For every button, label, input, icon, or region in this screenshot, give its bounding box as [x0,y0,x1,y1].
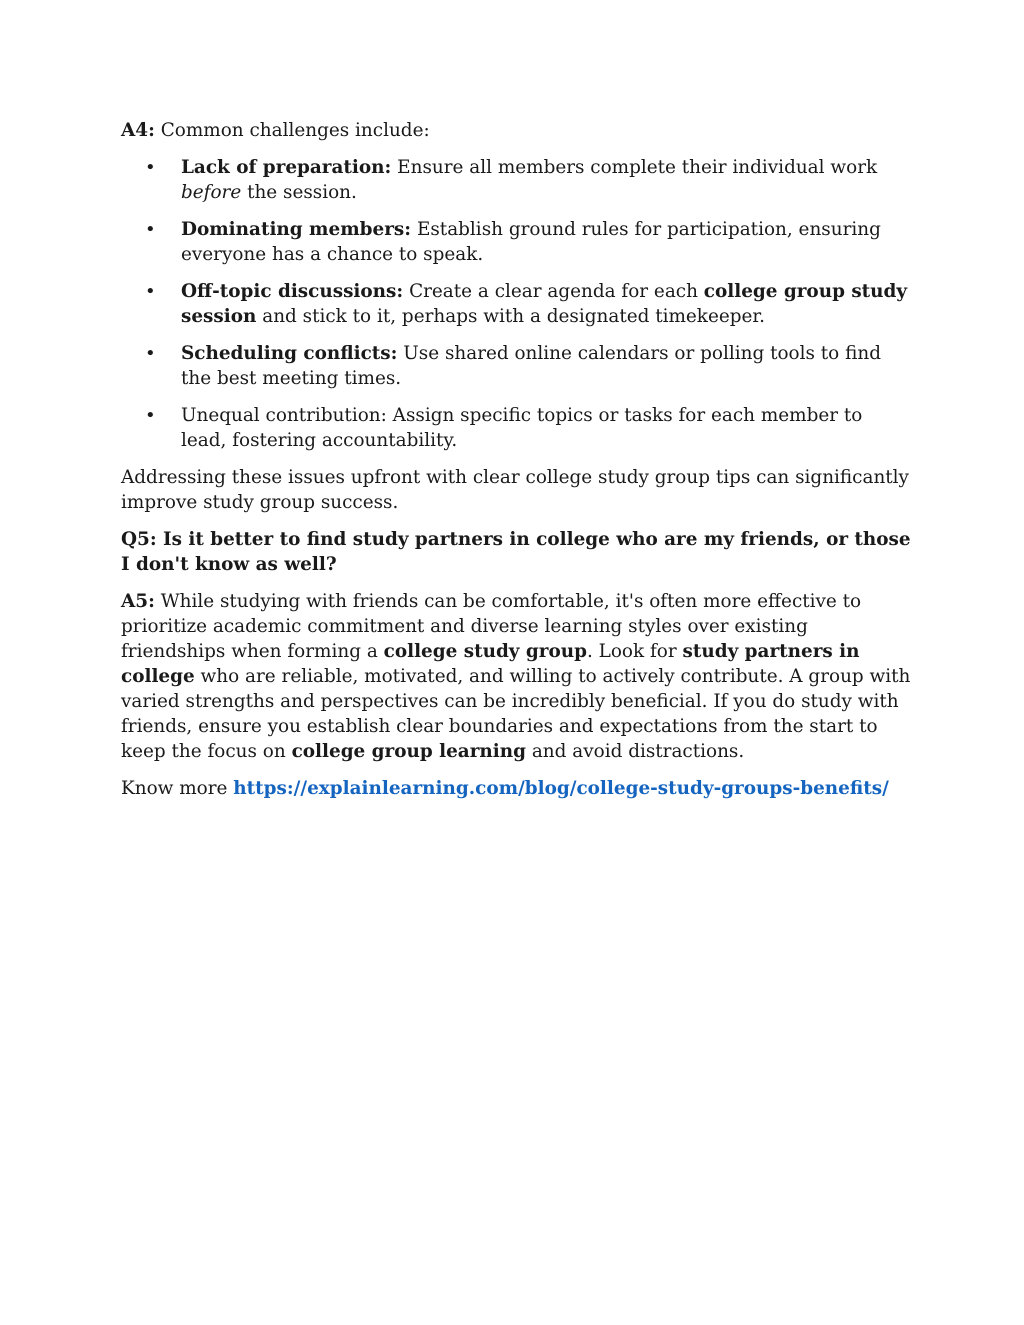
a5-label: A5: [121,591,155,612]
know-more-label: Know more [121,778,234,799]
list-item [121,217,911,267]
a5-bold-phrase: college study group [383,641,587,662]
item-bold-phrase: college group study session [181,281,908,327]
item-term: Off-topic discussions: [181,281,404,302]
a5-bold-phrase: college group learning [291,741,526,762]
challenges-list [121,155,911,453]
list-item [121,403,911,453]
a4-intro [121,118,911,143]
item-text: Unequal contribution: Assign specific topics or tasks for each member to lead, fostering accountability. [181,405,863,451]
document-page [121,118,911,813]
a4-label: A4: [121,120,155,141]
a4-intro-text: Common challenges include: [160,120,430,141]
item-term: Scheduling conflicts: [181,343,398,364]
item-text: Establish ground rules for participation, ensuring everyone has a chance to speak. [181,219,881,265]
a5-text: and avoid distractions. [526,741,745,762]
list-item [121,279,911,329]
item-term: Lack of preparation: [181,157,392,178]
item-term: Dominating members: [181,219,412,240]
a4-closing: Addressing these issues upfront with clear college study group tips can significantly improve study group success. [121,467,909,513]
a5-bold-phrase: study partners in college [121,641,860,687]
a5-text: While studying with friends can be comfortable, it's often more effective to prioritize academic commitment and diverse learning styles over existing friendships when forming a [121,591,862,662]
a5-text: . Look for [586,641,683,662]
blog-link[interactable]: https://explainlearning.com/blog/college-study-groups-benefits/ [233,778,889,799]
know-more [121,776,911,801]
a5-answer [121,589,911,764]
list-item [121,155,911,205]
item-italic: before [181,182,242,203]
item-text: Ensure all members complete their individual work [397,157,878,178]
a5-text: who are reliable, motivated, and willing to actively contribute. A group with varied strengths and perspectives can be incredibly beneficial. If you do study with friends, ensure you establish clear boundaries and expectations from the start to keep the focus on [121,666,911,762]
item-text: Create a clear agenda for each [409,281,704,302]
item-tail: the session. [241,182,357,203]
item-tail: and stick to it, perhaps with a designated timekeeper. [256,306,765,327]
item-text: Use shared online calendars or polling tools to find the best meeting times. [181,343,881,389]
q5-question: Q5: Is it better to find study partners in college who are my friends, or those I don't know as well? [121,529,911,575]
list-item [121,341,911,391]
